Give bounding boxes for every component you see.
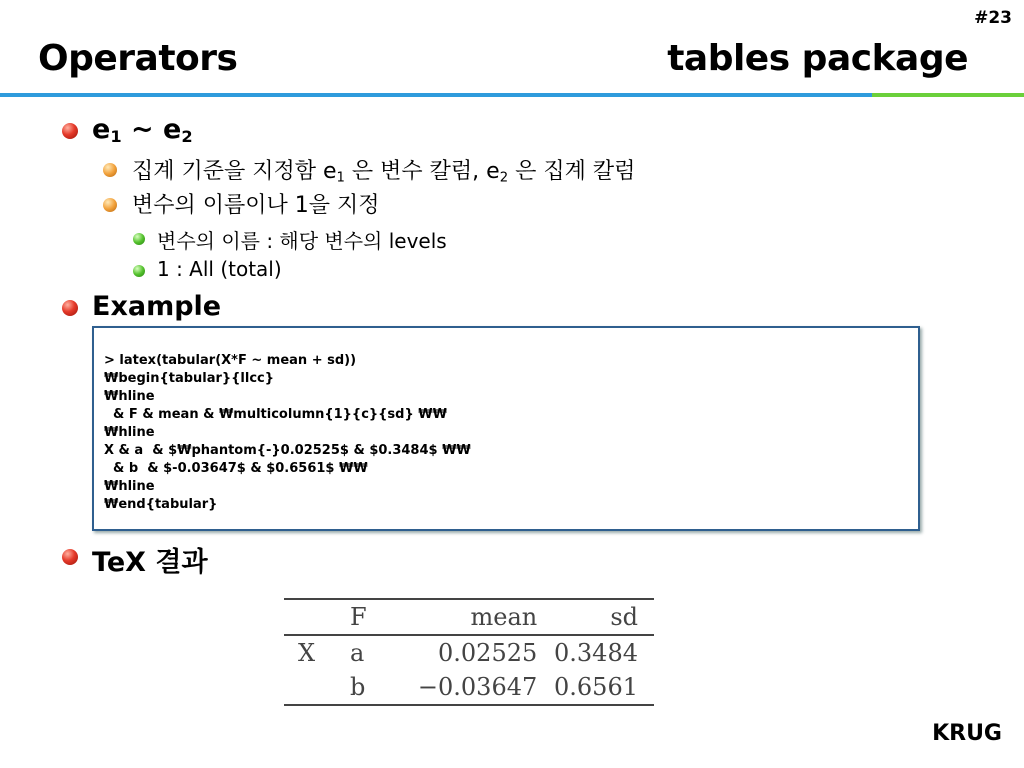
formula-heading: $e_1$ ~ $e_2$ [92,114,193,147]
code-line: > latex(tabular(X*F ~ mean + sd)) [104,353,357,368]
green-bullet-icon [133,265,145,277]
bullet-all-total: 1 : All (total) [157,257,282,281]
red-bullet-icon [62,123,78,139]
orange-bullet-icon [103,198,117,212]
bullet-variable-name: 변수의 이름이나 1을 지정 [132,193,380,218]
red-bullet-icon [62,300,78,316]
example-heading: Example [92,291,222,322]
table-cell: 0.02525 [438,639,538,667]
title-divider [0,93,1024,97]
code-line: ₩begin{tabular}{llcc} [104,371,275,386]
table-cell: −0.03647 [406,670,543,705]
code-block [92,326,920,531]
orange-bullet-icon [103,163,117,177]
bullet-levels: 변수의 이름 : 해당 변수의 levels [157,229,447,253]
code-line: ₩hline [104,425,155,440]
table-header-row [284,599,654,635]
slide-number: #23 [974,8,1012,28]
table-row [284,635,654,670]
red-bullet-icon [62,549,78,565]
table-cell: 0.6561 [543,670,654,705]
code-line: ₩hline [104,479,155,494]
slide-title: Operators [38,38,238,79]
bullet-aggregation-criteria: 집계 기준을 지정함 $e_1$ 은 변수 칼럼, $e_2$ 은 집계 칼럼 [132,159,636,186]
table-header-cell: mean [406,599,543,635]
code-line: X & a & $₩phantom{-}0.02525$ & $0.3484$ ₩₩ [104,443,471,458]
code-line: ₩end{tabular} [104,497,218,512]
code-line: & b & $-0.03647$ & $0.6561$ ₩₩ [104,461,368,476]
table-header-cell: F [344,599,406,635]
tex-result-heading: TeX 결과 [92,547,208,578]
slide-subtitle: tables package [667,38,968,79]
code-line: & F & mean & ₩multicolumn{1}{c}{sd} ₩₩ [104,407,447,422]
table-cell: X [298,639,316,667]
table-header-cell [284,599,344,635]
green-bullet-icon [133,233,145,245]
table-cell [284,670,344,705]
table-row [284,670,654,705]
code-line: ₩hline [104,389,155,404]
table-cell: b [344,670,406,705]
table-cell: 0.3484 [554,639,638,667]
table-header-cell: sd [543,599,654,635]
table-cell: a [350,639,365,667]
footer-brand: KRUG [932,721,1002,746]
tex-result-table [284,598,654,706]
